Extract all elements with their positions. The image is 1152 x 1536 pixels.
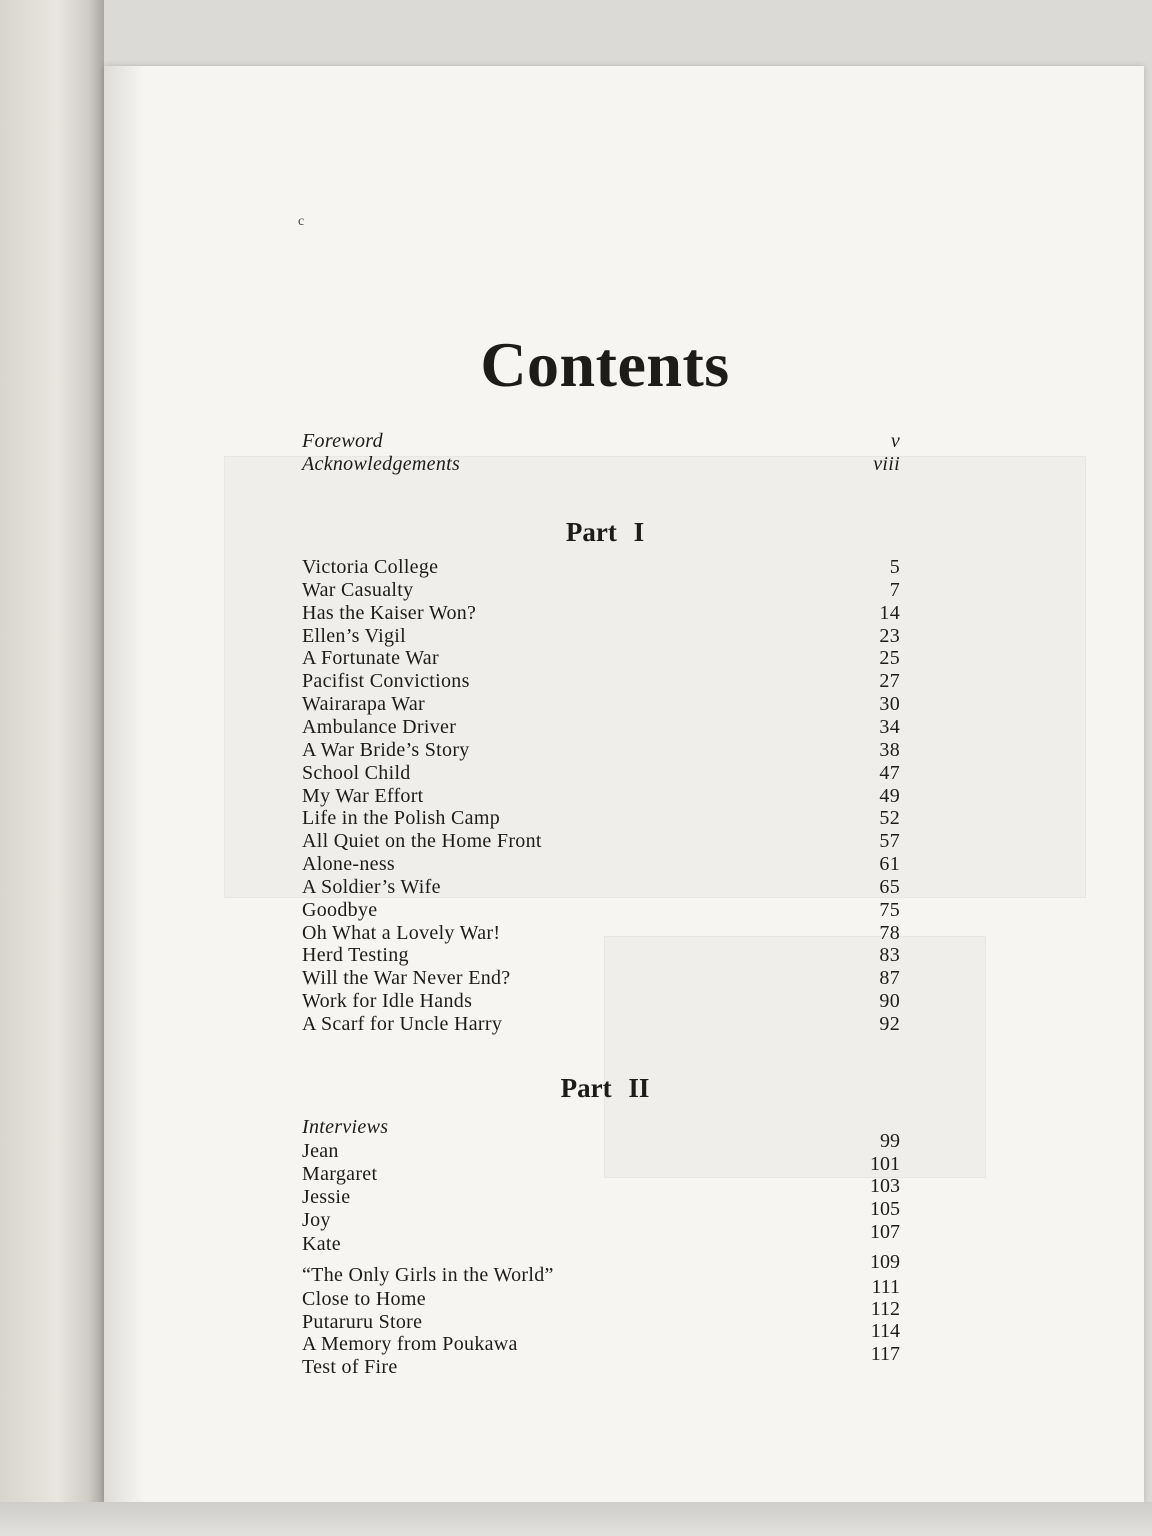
entry-title: Work for Idle Hands (302, 990, 473, 1013)
entry-page: 25 (879, 647, 900, 670)
toc-entry (302, 670, 900, 693)
entry-title: Will the War Never End? (302, 967, 511, 990)
toc-entry (302, 944, 900, 967)
entry-page: 111 (871, 1276, 900, 1298)
toc-entry (302, 647, 900, 670)
entry-title: School Child (302, 761, 411, 784)
entry-title: A Memory from Poukawa (302, 1333, 518, 1355)
entry-page: 78 (879, 921, 900, 944)
entry-page: 83 (879, 944, 900, 967)
entry-page: 14 (879, 601, 900, 624)
entry-page: 87 (879, 967, 900, 990)
toc-entry (302, 990, 900, 1013)
entry-page: 101 (870, 1153, 900, 1175)
entry-title: Ambulance Driver (302, 715, 457, 738)
entry-page: 112 (870, 1298, 900, 1320)
entry-page: 57 (879, 830, 900, 853)
toc-entry (302, 693, 900, 716)
entry-title: Pacifist Convictions (302, 670, 470, 693)
entry-page: 90 (879, 990, 900, 1013)
toc-entry (302, 579, 900, 602)
toc-entry (302, 876, 900, 899)
entry-page: 34 (879, 715, 900, 738)
gutter-shadow (104, 66, 144, 1502)
entry-title: A Scarf for Uncle Harry (302, 1013, 503, 1035)
entry-title: Close to Home (302, 1288, 426, 1310)
entry-page: 114 (870, 1320, 900, 1342)
entry-title: Has the Kaiser Won? (302, 601, 477, 624)
entry-page: 47 (879, 761, 900, 784)
entry-page: 7 (889, 578, 900, 601)
entry-page: 30 (879, 693, 900, 716)
entry-title: A Fortunate War (302, 647, 439, 670)
entry-title: Test of Fire (302, 1356, 398, 1378)
entry-page: 23 (879, 624, 900, 647)
facing-page-edge (0, 0, 104, 1536)
entry-page: 107 (870, 1221, 900, 1243)
entry-title: Jean (302, 1140, 339, 1162)
entry-page: 92 (879, 1013, 900, 1035)
toc-entry (302, 625, 900, 648)
entry-title: Jessie (302, 1186, 351, 1208)
part-heading: Part I (565, 517, 645, 547)
toc-entry (302, 967, 900, 990)
entry-page: v (890, 430, 900, 452)
entry-title: All Quiet on the Home Front (302, 830, 542, 853)
toc-entry (302, 453, 900, 476)
entry-page: 49 (879, 784, 900, 807)
entry-title: Kate (302, 1233, 341, 1255)
entry-title: Alone-ness (302, 853, 395, 876)
entry-title: Herd Testing (302, 944, 409, 967)
entry-title: Ellen’s Vigil (302, 624, 406, 647)
entry-page: 105 (870, 1198, 900, 1220)
toc-entry (302, 853, 900, 876)
entry-title: Putaruru Store (302, 1311, 423, 1333)
entry-page: 109 (870, 1251, 900, 1273)
entry-title: Goodbye (302, 898, 378, 921)
toc-entry (302, 785, 900, 808)
stray-mark: c (298, 214, 305, 229)
entry-page: 5 (889, 556, 900, 578)
entry-title: Joy (302, 1209, 331, 1231)
entry-title: Margaret (302, 1163, 378, 1185)
entry-title: Foreword (302, 430, 383, 452)
toc-entry (302, 762, 900, 785)
entry-title: War Casualty (302, 578, 414, 601)
toc-entry (302, 922, 900, 945)
toc-entry (302, 830, 900, 853)
entry-title: Wairarapa War (302, 693, 426, 716)
toc-entry (302, 602, 900, 625)
toc-entry (302, 430, 900, 453)
entry-title: A Soldier’s Wife (302, 875, 441, 898)
entry-page: viii (873, 453, 900, 475)
toc-entry (302, 716, 900, 739)
entry-page: 61 (879, 853, 900, 876)
table-surface (0, 1502, 1152, 1536)
toc-entry (302, 899, 900, 922)
entry-title: Victoria College (302, 556, 439, 578)
part-heading: Part II (560, 1073, 650, 1103)
entry-title: Interviews (302, 1116, 389, 1138)
entry-page: 38 (879, 738, 900, 761)
entry-page: 27 (879, 670, 900, 693)
entry-title: Life in the Polish Camp (302, 807, 500, 830)
toc-entry (302, 807, 900, 830)
entry-title: Oh What a Lovely War! (302, 921, 501, 944)
entry-title: Acknowledgements (302, 453, 461, 475)
entry-page: 65 (879, 875, 900, 898)
page-title: Contents (480, 329, 730, 400)
entry-title: “The Only Girls in the World” (302, 1264, 554, 1286)
toc-entry (302, 556, 900, 579)
toc-entry (302, 1013, 900, 1036)
entry-page: 75 (879, 898, 900, 921)
toc-entry (302, 739, 900, 762)
entry-title: My War Effort (302, 784, 424, 807)
entry-page: 103 (870, 1175, 900, 1197)
entry-page: 99 (880, 1130, 900, 1152)
entry-page: 52 (879, 807, 900, 830)
entry-page: 117 (870, 1343, 900, 1365)
entry-title: A War Bride’s Story (302, 738, 470, 761)
